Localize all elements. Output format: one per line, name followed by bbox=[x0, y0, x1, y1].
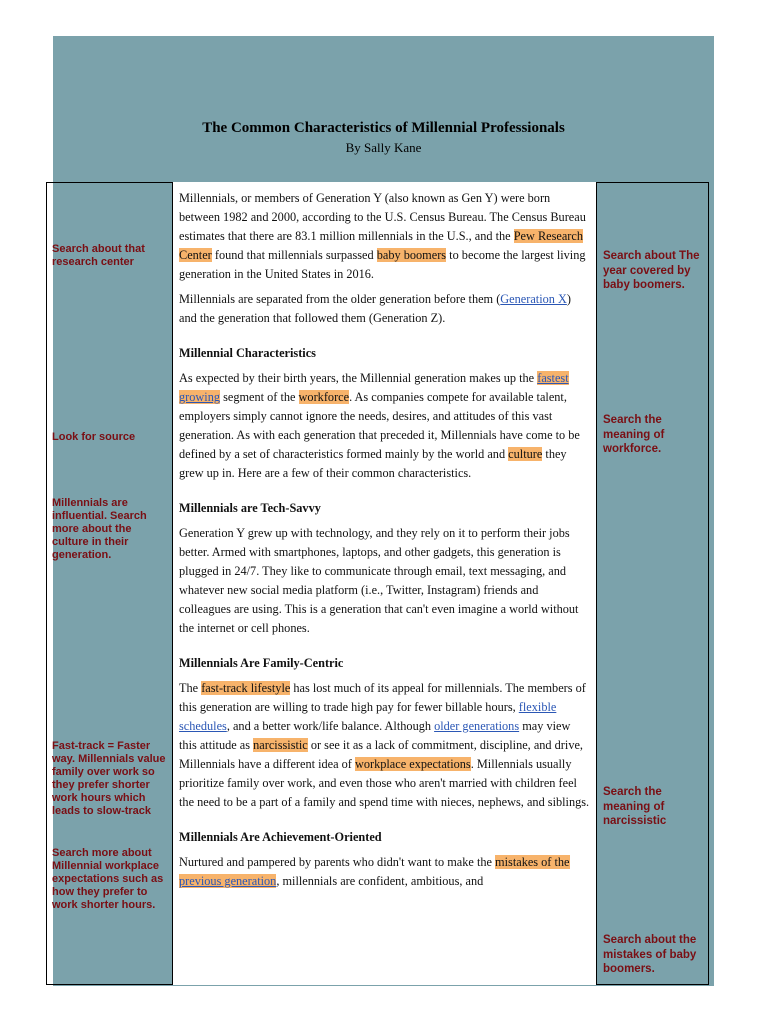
right-note-baby-boomers-year: Search about The year covered by baby boomers. bbox=[603, 250, 700, 291]
link-fastest-growing[interactable]: fastest growing bbox=[179, 371, 569, 404]
heading-millennial-characteristics: Millennial Characteristics bbox=[179, 346, 316, 360]
highlight-workforce: workforce bbox=[298, 390, 350, 404]
text-run: segment of the bbox=[220, 390, 299, 404]
text-run: to become the largest living generation in the United States in 2016. bbox=[179, 248, 586, 281]
text-run: Nurtured and pampered by parents who didn't want to make the bbox=[179, 855, 496, 869]
highlight-narcissistic: narcissistic bbox=[253, 738, 308, 752]
text-run: , and a better work/life balance. Although bbox=[226, 719, 435, 733]
text-run: , millennials are confident, ambitious, and bbox=[276, 874, 484, 888]
left-note-culture: Millennials are influential. Search more about the culture in their generation. bbox=[52, 497, 147, 561]
text-run: they grew up in. Here are a few of their common characteristics. bbox=[179, 447, 567, 480]
text-run: Millennials, or members of Generation Y (also known as Gen Y) were born between 1982 and 2000, according to the U.S. Census Bureau. The Census Bureau estimates that there are 83.1 million millennials in the U.S., and the bbox=[179, 191, 586, 243]
title-block bbox=[53, 120, 714, 156]
right-note-workforce: Search the meaning of workforce. bbox=[603, 414, 665, 455]
text-run: or see it as a lack of commitment, discipline, and drive, Millennials have a different idea of bbox=[179, 738, 583, 771]
heading-achievement-oriented: Millennials Are Achievement-Oriented bbox=[179, 830, 382, 844]
link-generation-x[interactable]: Generation X bbox=[500, 292, 567, 306]
highlight-workplace-expectations: workplace expectations bbox=[354, 757, 471, 771]
paragraph-achievement bbox=[179, 853, 590, 891]
text-run: . As companies compete for available talent, employers simply cannot ignore the needs, desires, and attitudes of this vast generation. As with each generation that preceded it, Millennials have come to be defined by a set of characteristics formed mainly by the world and bbox=[179, 390, 580, 461]
left-note-workplace-expectations: Search more about Millennial workplace expectations such as how they prefer to work shorter hours. bbox=[52, 847, 164, 911]
document-title: The Common Characteristics of Millennial Professionals bbox=[202, 120, 565, 136]
link-older-generations[interactable]: older generations bbox=[434, 719, 520, 733]
link-previous-generation[interactable]: previous generation bbox=[179, 874, 277, 888]
paragraph-characteristics bbox=[179, 369, 590, 483]
paragraph-tech-savvy: Generation Y grew up with technology, and they rely on it to perform their jobs better. Armed with smartphones, laptops, and other gadgets, this generation is plugged in 24/7. They like to communicate through email, text messaging, and whatever new social media platform (i.e., Twitter, Instagram) friends and colleagues are using. This is a generation that can't even imagine a world without the internet or cell phones. bbox=[179, 526, 579, 635]
highlight-baby-boomers: baby boomers bbox=[376, 248, 447, 262]
paragraph-intro bbox=[179, 189, 590, 284]
document-author: By Sally Kane bbox=[345, 140, 422, 155]
text-run: Millennials are separated from the older generation before them ( bbox=[179, 292, 501, 306]
text-run: . Millennials usually prioritize family over work, and even those who aren't married with children feel the need to be a part of a family and spend time with nieces, nephews, and siblings. bbox=[179, 757, 590, 809]
left-note-source: Look for source bbox=[52, 431, 136, 443]
highlight-fast-track-lifestyle: fast-track lifestyle bbox=[201, 681, 291, 695]
right-note-narcissistic: Search the meaning of narcissistic bbox=[603, 786, 667, 827]
text-run: As expected by their birth years, the Millennial generation makes up the bbox=[179, 371, 538, 385]
article-body bbox=[172, 182, 597, 985]
highlight-pew-research: Pew Research Center bbox=[179, 229, 584, 262]
text-run: found that millennials surpassed bbox=[211, 248, 377, 262]
text-run: may view this attitude as bbox=[179, 719, 571, 752]
paragraph-family-centric bbox=[179, 679, 590, 812]
heading-tech-savvy: Millennials are Tech-Savvy bbox=[179, 501, 321, 515]
left-note-fast-track: Fast-track = Faster way. Millennials value family over work so they prefer shorter work hours which leads to slow-track bbox=[52, 740, 166, 817]
text-run: mistakes of the bbox=[495, 855, 570, 869]
right-note-mistakes: Search about the mistakes of baby boomers. bbox=[603, 934, 697, 975]
paragraph-generations bbox=[179, 290, 590, 328]
left-note-research-center: Search about that research center bbox=[52, 243, 145, 268]
text-run: has lost much of its appeal for millennials. The members of this generation are willing to trade high pay for fewer billable hours, bbox=[179, 681, 586, 714]
heading-family-centric: Millennials Are Family-Centric bbox=[179, 656, 344, 670]
highlight-culture: culture bbox=[508, 447, 543, 461]
link-flexible-schedules[interactable]: flexible schedules bbox=[179, 700, 557, 733]
text-run: The bbox=[179, 681, 202, 695]
text-run: ) and the generation that followed them (Generation Z). bbox=[179, 292, 571, 325]
